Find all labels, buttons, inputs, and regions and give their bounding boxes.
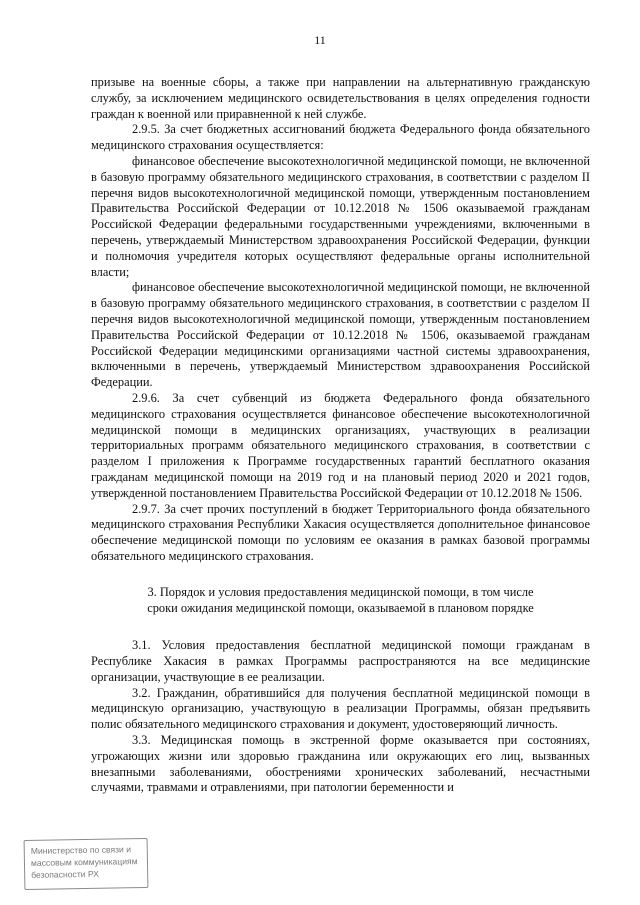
section-heading-line: сроки ожидания медицинской помощи, оказываемой в плановом порядке bbox=[147, 600, 534, 615]
paragraph: 3.2. Гражданин, обратившийся для получения бесплатной медицинской помощи в медицинскую организацию, участвующую в реализации Программы, обязан предъявить полис обязательного медицинского страхования и документ, удостоверяющий личность. bbox=[91, 685, 590, 732]
stamp-line: безопасности РХ bbox=[31, 868, 100, 880]
paragraph: 2.9.7. За счет прочих поступлений в бюджет Территориального фонда обязательного медицинского страхования Республики Хакасия осуществляется дополнительное финансовое обеспечение медицинской помощи по условиям ее оказания в рамках базовой программы обязательного медицинского страхования. bbox=[91, 501, 590, 563]
stamp-line: массовым коммуникациям bbox=[30, 856, 138, 868]
document-body bbox=[91, 75, 590, 796]
paragraph: финансовое обеспечение высокотехнологичной медицинской помощи, не включенной в базовую программу обязательного медицинского страхования, в соответствии с разделом II перечня видов высокотехнологичной медицинской помощи, утвержденным постановлением Правительства Российской Федерации от 10.12.2018 № 1506, оказываемой гражданам Российской Федерации медицинскими организациями частной системы здравоохранения, включенными в перечень, утверждаемый Министерством здравоохранения Российской Федерации. bbox=[91, 280, 590, 390]
page-number: 11 bbox=[314, 33, 326, 47]
paragraph: 2.9.6. За счет субвенций из бюджета Федерального фонда обязательного медицинского страхования осуществляется финансовое обеспечение высокотехнологичной медицинской помощи в медицинских организациях, участвующих в реализации территориальных программ обязательного медицинского страхования, в соответствии с разделом I приложения к Программе государственных гарантий бесплатного оказания гражданам медицинской помощи на 2019 год и на плановый период 2020 и 2021 годов, утвержденной постановлением Правительства Российской Федерации от 10.12.2018 № 1506. bbox=[91, 390, 590, 500]
paragraph: финансовое обеспечение высокотехнологичной медицинской помощи, не включенной в базовую программу обязательного медицинского страхования, в соответствии с разделом II перечня видов высокотехнологичной медицинской помощи, утвержденным постановлением Правительства Российской Федерации от 10.12.2018 № 1506 оказываемой гражданам Российской Федерации федеральными государственными учреждениями, включенными в перечень, утверждаемый Министерством здравоохранения Российской Федерации, функции и полномочия учредителя которых осуществляют федеральные органы исполнительной власти; bbox=[91, 153, 590, 279]
paragraph: 3.1. Условия предоставления бесплатной медицинской помощи гражданам в Республике Хакасия в рамках Программы распространяются на все медицинские организации, участвующие в ее реализации. bbox=[91, 638, 590, 684]
section-heading-line: 3. Порядок и условия предоставления медицинской помощи, в том числе bbox=[147, 584, 534, 599]
section-heading bbox=[91, 585, 590, 617]
paragraph: 2.9.5. За счет бюджетных ассигнований бюджета Федерального фонда обязательного медицинского страхования осуществляется: bbox=[91, 122, 590, 153]
registration-stamp bbox=[24, 838, 149, 890]
paragraph: 3.3. Медицинская помощь в экстренной форме оказывается при состояниях, угрожающих жизни или здоровью гражданина или окружающих его лиц, вызванных внезапными заболеваниями, обострениями хронических заболеваний, несчастными случаями, травмами и отравлениями, при патологии беременности и bbox=[91, 733, 590, 795]
paragraph: призыве на военные сборы, а также при направлении на альтернативную гражданскую службу, за исключением медицинского освидетельствования в целях определения годности граждан к военной или приравненной к ней службе. bbox=[91, 75, 590, 121]
stamp-line: Министерство по связи и bbox=[30, 844, 132, 856]
